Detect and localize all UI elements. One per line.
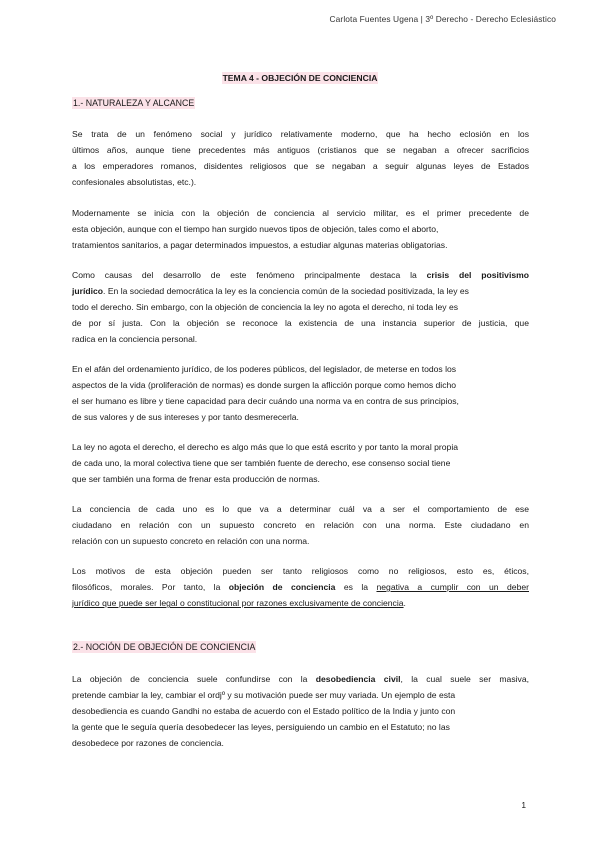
paragraph-5: La ley no agota el derecho, el derecho es algo más que lo que está escrito y por tanto la moral propia de cada uno, la moral colectiva tiene que ser también fuente de derecho, ese consenso social tiene que ser también una forma de frenar esta producción de normas. bbox=[72, 442, 459, 485]
section-heading-2: 2.- NOCIÓN DE OBJECIÓN DE CONCIENCIA bbox=[73, 642, 256, 652]
paragraph-6: La conciencia de cada uno es lo que va a determinar cuál va a ser el comportamiento de ese ciudadano en relación con un supuesto concreto en relación con una norma. Este ciudadano en relación con un supuesto concreto en relación con una norma. bbox=[72, 504, 529, 547]
document-title-wrap bbox=[0, 68, 600, 86]
section-heading-1: 1.- NATURALEZA Y ALCANCE bbox=[73, 98, 195, 108]
paragraph-7: Los motivos de esta objeción pueden ser tanto religiosos como no religiosos, esto es, éticos, filosóficos, morales. Por tanto, la objeción de conciencia es la negativa a cumplir con un deber jurídico que puede ser legal o constitucional por razones exclusivamente de conciencia. bbox=[72, 566, 529, 609]
paragraph-4: En el afán del ordenamiento jurídico, de los poderes públicos, del legislador, de meterse en todos los aspectos de la vida (proliferación de normas) es donde surgen la aflicción porque como hemos dicho el ser humano es libre y tiene capacidad para decir cuándo una norma va en contra de sus principios, de sus valores y de sus intereses y por tanto desmerecerla. bbox=[72, 364, 459, 423]
paragraph-8: La objeción de conciencia suele confundirse con la desobediencia civil, la cual suele ser masiva, pretende cambiar la ley, cambiar el ordjº y su motivación puede ser muy variada. Un ejemplo de esta desobediencia es cuando Gandhi no estaba de acuerdo con el Estado político de la India y junto con la gente que le seguía quería desobedecer las leyes, persiguiendo un cambio en el Estatuto; no las desobedece por razones de conciencia. bbox=[72, 674, 529, 749]
document-title: TEMA 4 - OBJECIÓN DE CONCIENCIA bbox=[222, 73, 378, 83]
paragraph-3: Como causas del desarrollo de este fenómeno principalmente destaca la crisis del positivismo jurídico. En la sociedad democrática la ley es la conciencia común de la sociedad positivizada, la ley es todo el derecho. Sin embargo, con la objeción de conciencia la ley no agota el derecho, ni toda ley es de por sí justa. Con la objeción se reconoce la existencia de una instancia superior de justicia, que radica en la conciencia personal. bbox=[72, 270, 530, 345]
paragraph-2: Modernamente se inicia con la objeción de conciencia al servicio militar, es el primer precedente de esta objeción, aunque con el tiempo han surgido nuevos tipos de objeción, tales como el aborto, tratamientos sanitarios, a pagar determinados impuestos, a estudiar algunas materias obligatorias. bbox=[72, 208, 529, 251]
page-number: 1 bbox=[521, 800, 526, 810]
page-header: Carlota Fuentes Ugena | 3º Derecho - Derecho Eclesiástico bbox=[329, 14, 556, 24]
paragraph-1: Se trata de un fenómeno social y jurídico relativamente moderno, que ha hecho eclosión en los últimos años, aunque tiene precedentes más antiguos (cristianos que se negaban a ofrecer sacrificios a los emperadores romanos, disidentes religiosos que se negaban a seguir algunas leyes de Estados confesionales absolutistas, etc.). bbox=[72, 129, 529, 188]
